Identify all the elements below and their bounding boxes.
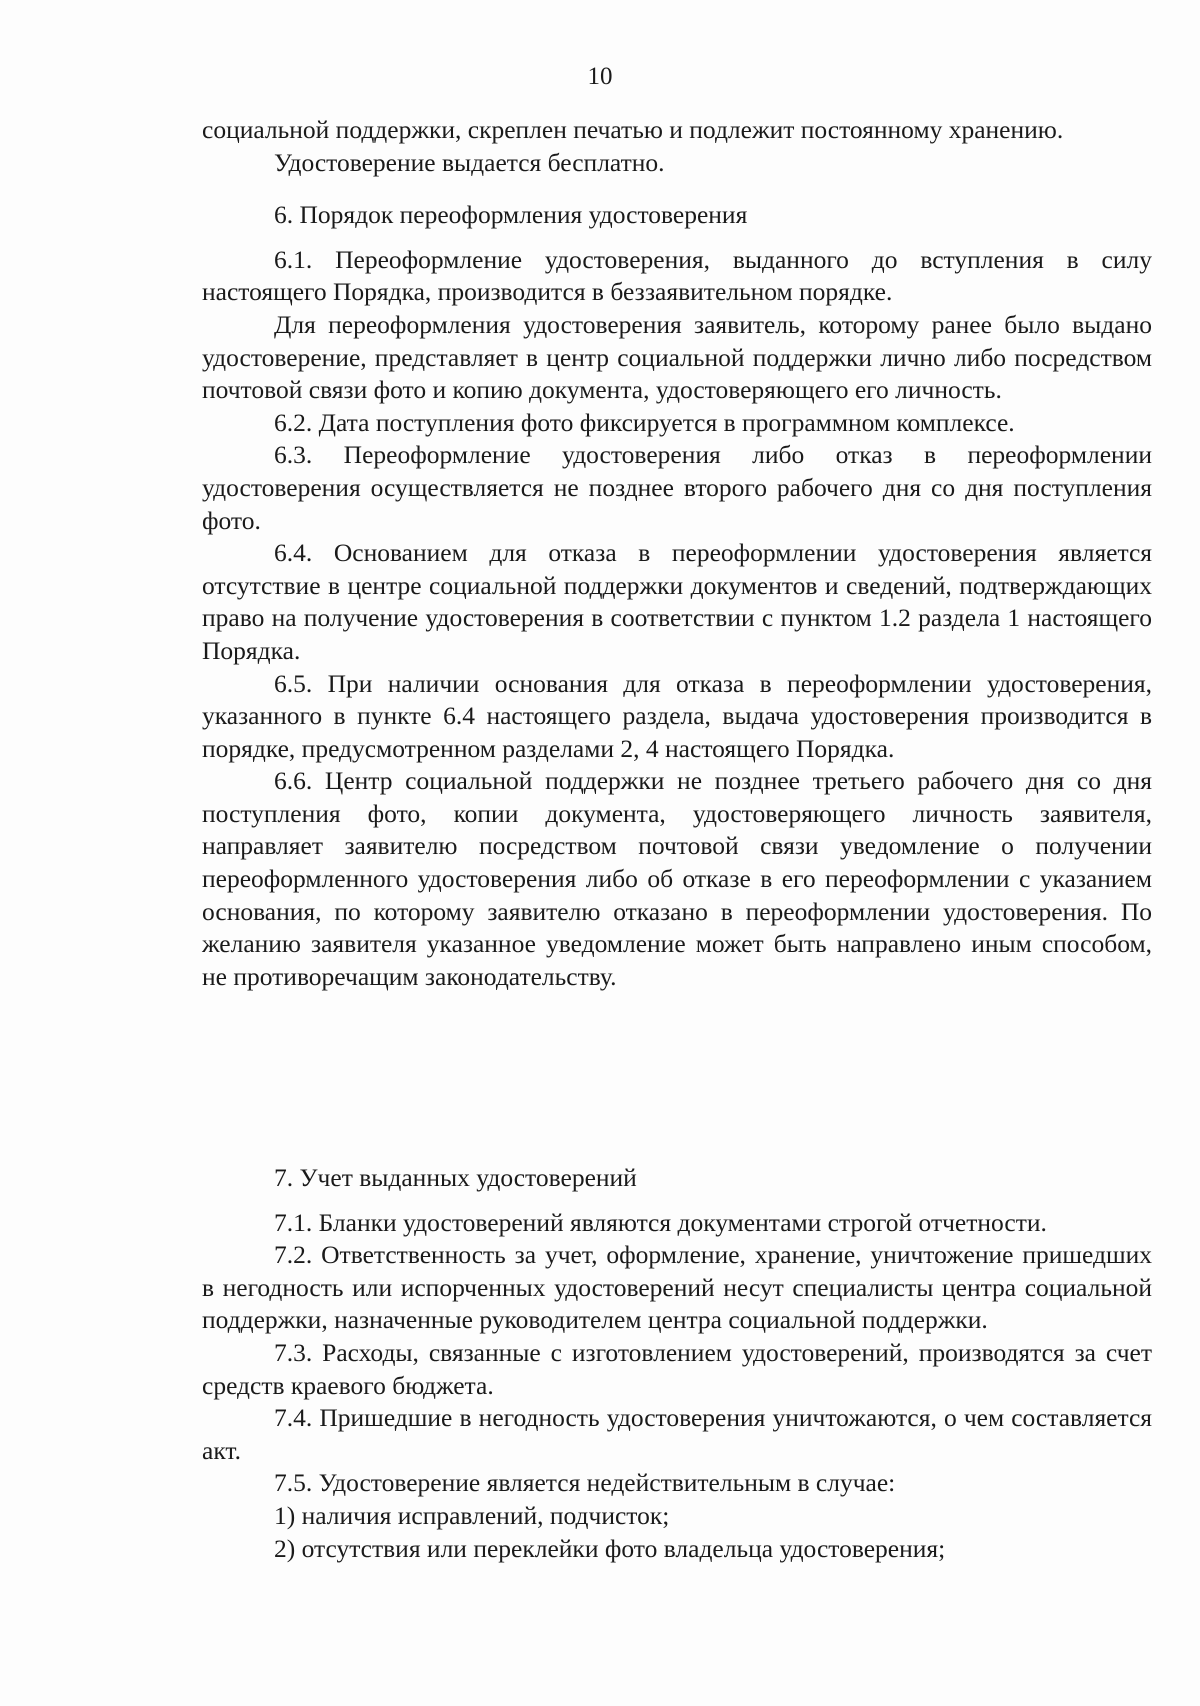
paragraph-6-6: 6.6. Центр социальной поддержки не позднее третьего рабочего дня со дня поступления фото, копии документа, удостоверяющего личность заявителя, направляет заявителю посредством почтовой связи уведомление о получении переоформленного удостоверения либо об отказе в его переоформлении с указанием основания, по которому заявителю отказано в переоформлении удостоверения. По желанию заявителя указанное уведомление может быть направлено иным способом, не противоречащим законодательству. <box>202 766 1152 991</box>
list-item-2: 2) отсутствия или переклейки фото владельца удостоверения; <box>274 1533 946 1563</box>
paragraph-6-4: 6.4. Основанием для отказа в переоформлении удостоверения является отсутствие в центре социальной поддержки документов и сведений, подтверждающих право на получение удостоверения в соответствии с пунктом 1.2 раздела 1 настоящего Порядка. <box>202 538 1152 665</box>
paragraph-6-1-continued: Для переоформления удостоверения заявитель, которому ранее было выдано удостоверение, представляет в центр социальной поддержки лично либо посредством почтовой связи фото и копию документа, удостоверяющего его личность. <box>202 309 1152 405</box>
paragraph-7-2: 7.2. Ответственность за учет, оформление, хранение, уничтожение пришедших в негодность или испорченных удостоверений несут специалисты центра социальной поддержки, назначенные руководителем центра социальной поддержки. <box>202 1240 1152 1335</box>
section-6-heading: 6. Порядок переоформления удостоверения <box>274 200 748 230</box>
spacer <box>202 1195 1152 1207</box>
paragraph-6-2: 6.2. Дата поступления фото фиксируется в программном комплексе. <box>274 407 1015 437</box>
paragraph-6-3: 6.3. Переоформление удостоверения либо отказ в переоформлении удостоверения осуществляется не позднее второго рабочего дня со дня поступления фото. <box>202 440 1152 535</box>
paragraph-free-issue: Удостоверение выдается бесплатно. <box>274 147 665 177</box>
paragraph-6-5: 6.5. При наличии основания для отказа в переоформлении удостоверения, указанного в пункте 6.4 настоящего раздела, выдача удостоверения производится в порядке, предусмотренном разделами 2, 4 настоящего Порядка. <box>202 668 1152 763</box>
list-item-1: 1) наличия исправлений, подчисток; <box>274 1500 670 1530</box>
section-7-heading: 7. Учет выданных удостоверений <box>274 1163 637 1192</box>
spacer <box>202 179 1152 199</box>
paragraph-7-5: 7.5. Удостоверение является недействительным в случае: <box>274 1468 896 1498</box>
paragraph-6-1: 6.1. Переоформление удостоверения, выданного до вступления в силу настоящего Порядка, производится в беззаявительном порядке. <box>202 244 1152 307</box>
paragraph-continuation: социальной поддержки, скреплен печатью и подлежит постоянному хранению. <box>202 115 1064 144</box>
document-body-upper <box>202 114 1152 993</box>
paragraph-7-3: 7.3. Расходы, связанные с изготовлением удостоверений, производятся за счет средств краевого бюджета. <box>202 1337 1152 1400</box>
paragraph-7-4: 7.4. Пришедшие в негодность удостоверения уничтожаются, о чем составляется акт. <box>202 1403 1152 1465</box>
document-body-lower <box>202 1162 1152 1565</box>
page-number: 10 <box>587 63 613 90</box>
spacer <box>202 232 1152 244</box>
paragraph-7-1: 7.1. Бланки удостоверений являются документами строгой отчетности. <box>274 1207 1047 1237</box>
